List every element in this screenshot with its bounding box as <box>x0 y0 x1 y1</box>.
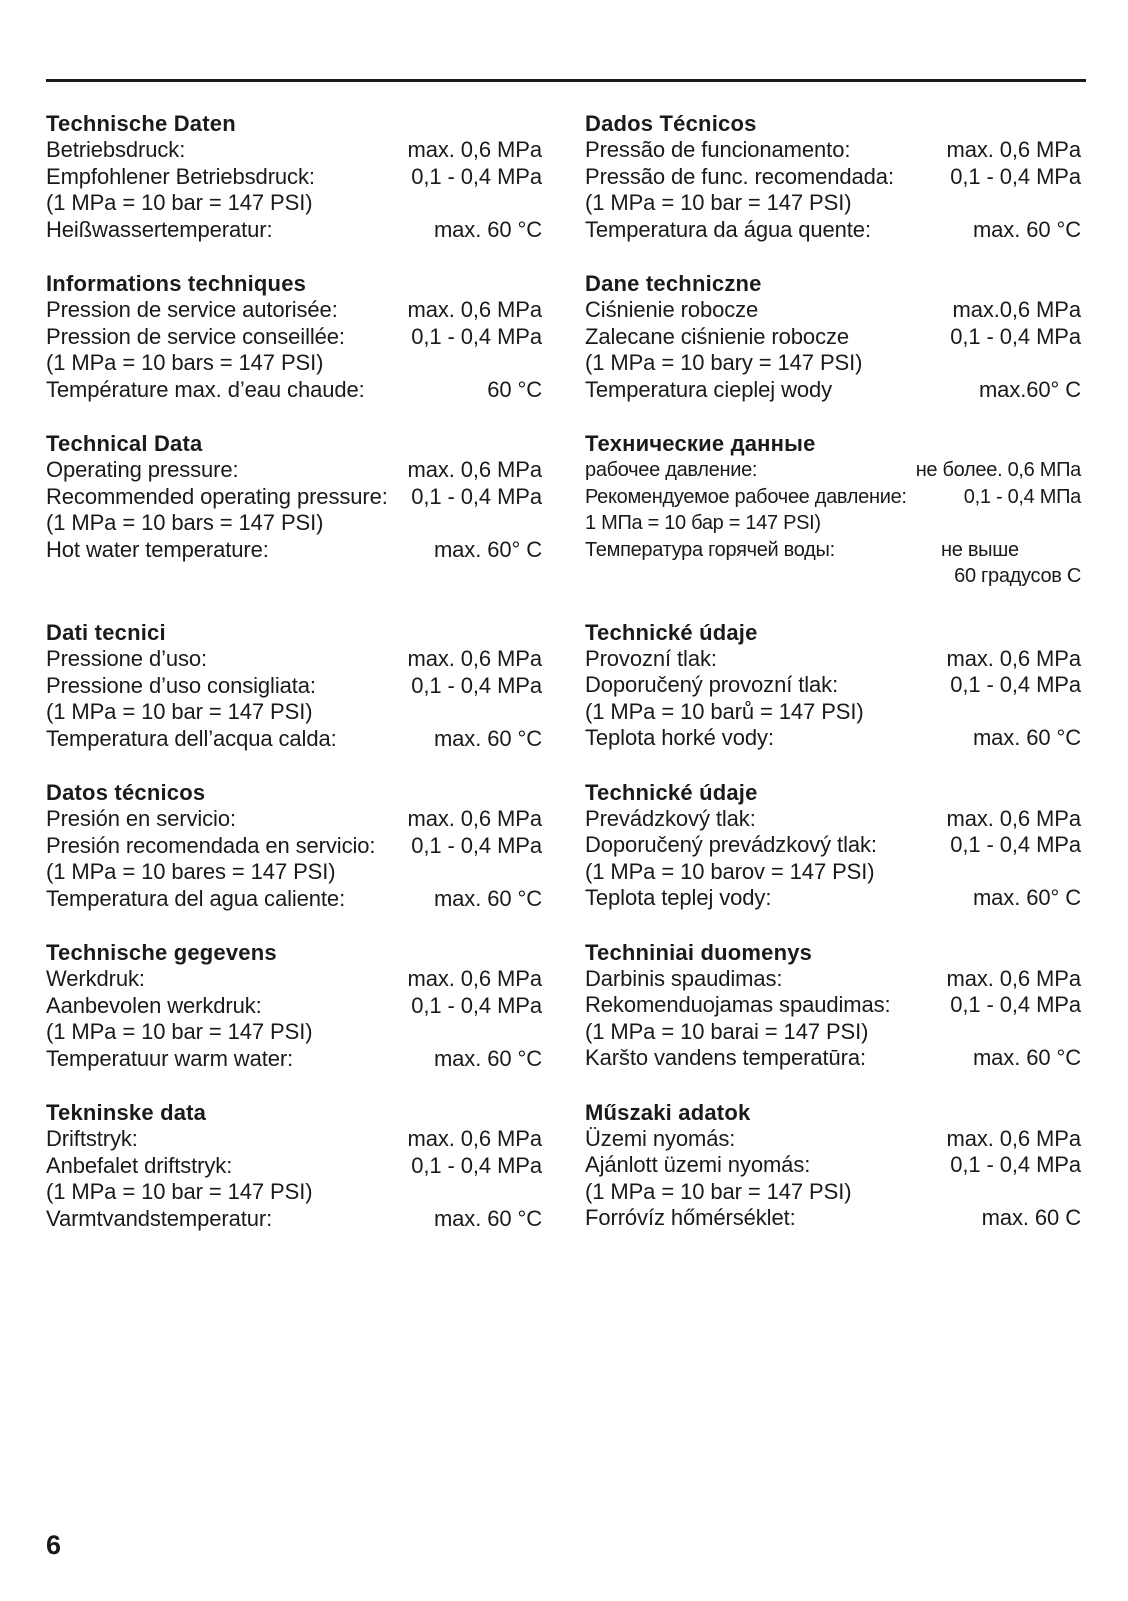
spec-label: Temperatura da água quente: <box>585 216 871 242</box>
spec-label: (1 MPa = 10 barov = 147 PSI) <box>585 858 875 884</box>
section-heading: Technické údaje <box>585 779 758 805</box>
spec-label: Teplota horké vody: <box>585 725 774 750</box>
spec-row <box>585 859 1081 886</box>
spec-label: Forróvíz hőmérséklet: <box>585 1205 796 1230</box>
spec-row <box>46 137 542 164</box>
spec-row <box>585 537 1081 564</box>
spec-value: max. 60 °C <box>433 725 542 751</box>
spec-value: 0,1 - 0,4 MPa <box>950 1152 1081 1177</box>
spec-label: (1 MPa = 10 barů = 147 PSI) <box>585 698 864 724</box>
spec-section <box>46 270 542 403</box>
page-number: 6 <box>46 1530 62 1560</box>
spec-label: Pressione d’uso consigliata: <box>46 672 316 698</box>
spec-value: max. 60 °C <box>972 1045 1081 1070</box>
spec-value: 0,1 - 0,4 MPa <box>950 672 1081 697</box>
section-heading: Technical Data <box>46 431 203 456</box>
spec-value: max. 0,6 MPa <box>407 966 542 991</box>
spec-label: Temperatuur warm water: <box>46 1045 294 1071</box>
spec-value <box>1075 1179 1081 1206</box>
spec-row <box>585 457 1081 484</box>
spec-label: Darbinis spaudimas: <box>585 965 783 991</box>
spec-value: max. 0,6 MPa <box>407 646 542 671</box>
spec-label: Ajánlott üzemi nyomás: <box>585 1152 811 1177</box>
spec-value: 0,1 - 0,4 MPa <box>411 483 542 509</box>
spec-value: max. 0,6 MPa <box>407 1126 542 1151</box>
spec-row <box>585 377 1081 404</box>
spec-value: 0,1 - 0,4 MPa <box>411 672 542 698</box>
spec-row <box>585 190 1081 217</box>
spec-row <box>46 484 542 511</box>
spec-value: max. 0,6 MPa <box>946 965 1081 991</box>
spec-value: max. 60 °C <box>433 885 542 911</box>
spec-label: (1 MPa = 10 bar = 147 PSI) <box>585 190 852 215</box>
spec-value <box>536 699 542 726</box>
spec-section <box>585 270 1081 403</box>
spec-section <box>585 779 1081 912</box>
section-heading: Технические данные <box>585 431 816 456</box>
spec-row <box>46 217 542 244</box>
spec-value: max. 0,6 MPa <box>407 297 542 322</box>
spec-row <box>585 1045 1081 1072</box>
spec-value: 0,1 - 0,4 MPa <box>950 323 1081 349</box>
spec-label: Empfohlener Betriebsdruck: <box>46 163 315 189</box>
spec-row <box>585 164 1081 191</box>
spec-label: Anbefalet driftstryk: <box>46 1152 233 1178</box>
spec-row <box>585 806 1081 833</box>
spec-value: max. 0,6 MPa <box>946 645 1081 671</box>
spec-label: Operating pressure: <box>46 457 239 482</box>
spec-label: Werkdruk: <box>46 966 145 991</box>
spec-label: (1 MPa = 10 bar = 147 PSI) <box>585 1178 852 1204</box>
section-heading: Dados Técnicos <box>585 111 757 136</box>
spec-label: Pression de service conseillée: <box>46 323 345 349</box>
spec-label: Aanbevolen werkdruk: <box>46 992 262 1018</box>
spec-label: Doporučený provozní tlak: <box>585 672 839 697</box>
spec-label: рабочее давление: <box>585 459 758 481</box>
spec-row <box>46 324 542 351</box>
spec-row <box>46 1179 542 1206</box>
spec-value: 0,1 - 0,4 MPa <box>411 323 542 349</box>
spec-row <box>46 350 542 377</box>
spec-label: Температура горячей воды: <box>585 538 835 561</box>
spec-value: max. 0,6 MPa <box>946 805 1081 831</box>
section-heading: Dane techniczne <box>585 271 762 296</box>
section-heading: Technische gegevens <box>46 940 277 965</box>
spec-value: 0,1 - 0,4 MPa <box>950 163 1081 189</box>
spec-value: 60 градусов С <box>954 565 1081 587</box>
spec-row <box>585 966 1081 993</box>
spec-row <box>585 725 1081 752</box>
spec-row <box>585 1019 1081 1046</box>
spec-row <box>585 324 1081 351</box>
spec-label: Betriebsdruck: <box>46 137 186 162</box>
spec-row <box>46 457 542 484</box>
spec-section <box>585 619 1081 752</box>
spec-row <box>46 190 542 217</box>
spec-row <box>585 885 1081 912</box>
spec-section <box>585 110 1081 243</box>
spec-label: Presión recomendada en servicio: <box>46 832 376 858</box>
spec-row <box>46 646 542 673</box>
spec-value <box>1075 350 1081 377</box>
spec-label: Varmtvandstemperatur: <box>46 1205 273 1231</box>
spec-value <box>1075 190 1081 217</box>
spec-value: max. 0,6 MPa <box>407 137 542 162</box>
spec-label: Temperatura cieplej wody <box>585 376 833 402</box>
spec-value: 0,1 - 0,4 MPa <box>411 1152 542 1178</box>
section-heading: Tekninske data <box>46 1100 207 1125</box>
section-heading: Technické údaje <box>585 619 758 645</box>
section-heading: Műszaki adatok <box>585 1099 751 1125</box>
spec-section <box>585 1099 1081 1232</box>
spec-section <box>46 430 542 563</box>
right-column <box>585 110 1081 1259</box>
spec-value <box>1075 510 1081 537</box>
spec-row <box>46 377 542 404</box>
spec-row <box>46 537 542 564</box>
spec-value <box>536 859 542 886</box>
spec-label: Driftstryk: <box>46 1126 138 1151</box>
section-heading: Dati tecnici <box>46 620 166 645</box>
top-rule <box>46 79 1086 82</box>
spec-row <box>46 510 542 537</box>
spec-row <box>46 1126 542 1153</box>
spec-label: Pressão de func. recomendada: <box>585 163 894 189</box>
spec-row <box>46 966 542 993</box>
spec-value: max. 0,6 MPa <box>946 1125 1081 1151</box>
spec-row <box>46 1153 542 1180</box>
spec-label: Recommended operating pressure: <box>46 483 388 509</box>
left-column <box>46 110 542 1259</box>
spec-section <box>46 779 542 912</box>
spec-row <box>46 806 542 833</box>
spec-row <box>585 699 1081 726</box>
spec-value: не более. 0,6 МПа <box>915 459 1081 481</box>
spec-section <box>46 1099 542 1232</box>
spec-label: (1 MPa = 10 bar = 147 PSI) <box>46 1019 313 1044</box>
spec-row <box>585 1126 1081 1153</box>
spec-label: Zalecane ciśnienie robocze <box>585 323 849 349</box>
spec-value <box>536 350 542 377</box>
spec-row <box>585 217 1081 244</box>
spec-label: Hot water temperature: <box>46 536 269 562</box>
spec-row <box>46 1206 542 1233</box>
section-heading: Techniniai duomenys <box>585 939 813 965</box>
spec-label: (1 MPa = 10 bar = 147 PSI) <box>46 1179 313 1204</box>
spec-row <box>46 859 542 886</box>
spec-value: max. 0,6 MPa <box>946 137 1081 162</box>
spec-row <box>46 1019 542 1046</box>
spec-row <box>46 164 542 191</box>
spec-value: max. 60° C <box>972 885 1081 910</box>
spec-label: Temperatura del agua caliente: <box>46 885 346 911</box>
spec-value <box>536 190 542 217</box>
spec-label: Presión en servicio: <box>46 806 236 831</box>
spec-value: max. 60 °C <box>433 216 542 242</box>
spec-row <box>585 1152 1081 1179</box>
spec-label: (1 MPa = 10 bares = 147 PSI) <box>46 859 336 884</box>
spec-label: Teplota teplej vody: <box>585 885 772 910</box>
spec-value: max.60° C <box>978 376 1081 402</box>
spec-label: Provozní tlak: <box>585 645 717 671</box>
spec-value: max. 60 C <box>981 1205 1081 1230</box>
spec-row <box>585 297 1081 324</box>
spec-label: 1 МПа = 10 бар = 147 PSI) <box>585 512 821 534</box>
spec-row <box>585 563 1081 590</box>
spec-section <box>585 939 1081 1072</box>
spec-row <box>585 832 1081 859</box>
spec-row <box>585 1205 1081 1232</box>
spec-value <box>1075 859 1081 886</box>
spec-value: 0,1 - 0,4 МПа <box>963 485 1081 508</box>
spec-row <box>585 350 1081 377</box>
spec-section <box>46 110 542 243</box>
spec-label: Karšto vandens temperatūra: <box>585 1045 867 1070</box>
spec-label: Ciśnienie robocze <box>585 297 759 322</box>
spec-label: Prevádzkový tlak: <box>585 805 756 831</box>
section-heading: Technische Daten <box>46 111 236 136</box>
spec-value: max. 60° C <box>433 536 542 562</box>
spec-value <box>536 1019 542 1046</box>
spec-value: 60 °C <box>487 376 542 402</box>
spec-row <box>585 137 1081 164</box>
spec-row <box>46 1046 542 1073</box>
spec-label: Doporučený prevádzkový tlak: <box>585 832 877 857</box>
spec-label: Üzemi nyomás: <box>585 1125 736 1151</box>
spec-value: 0,1 - 0,4 MPa <box>950 992 1081 1017</box>
spec-value: max.0,6 MPa <box>952 297 1081 322</box>
spec-label: Pressão de funcionamento: <box>585 137 851 162</box>
spec-row <box>46 699 542 726</box>
spec-label: (1 MPa = 10 bars = 147 PSI) <box>46 350 324 375</box>
spec-label: (1 MPa = 10 bar = 147 PSI) <box>46 699 313 724</box>
spec-row <box>585 672 1081 699</box>
spec-label: Heißwassertemperatur: <box>46 216 273 242</box>
spec-label: Temperatura dell’acqua calda: <box>46 725 337 751</box>
spec-value: 0,1 - 0,4 MPa <box>411 992 542 1018</box>
spec-label: Température max. d’eau chaude: <box>46 376 365 402</box>
spec-label: (1 MPa = 10 bar = 147 PSI) <box>46 190 313 215</box>
spec-section <box>585 430 1081 590</box>
spec-label: Rekomenduojamas spaudimas: <box>585 992 891 1017</box>
spec-value: 0,1 - 0,4 MPa <box>411 163 542 189</box>
spec-label: (1 MPa = 10 bars = 147 PSI) <box>46 510 324 535</box>
spec-section <box>46 619 542 752</box>
spec-value: max. 0,6 MPa <box>407 806 542 831</box>
spec-row <box>46 993 542 1020</box>
spec-label: Рекомендуемое рабочее давление: <box>585 485 907 508</box>
spec-value <box>536 510 542 537</box>
spec-row <box>585 1179 1081 1206</box>
spec-row <box>585 992 1081 1019</box>
spec-value: 0,1 - 0,4 MPa <box>950 832 1081 857</box>
spec-row <box>46 297 542 324</box>
spec-row <box>46 833 542 860</box>
spec-value <box>1075 1019 1081 1046</box>
spec-value: max. 60 °C <box>972 725 1081 750</box>
spec-row <box>585 510 1081 537</box>
spec-value: max. 60 °C <box>433 1205 542 1231</box>
spec-value: max. 60 °C <box>972 216 1081 242</box>
spec-row <box>585 484 1081 511</box>
spec-value: max. 60 °C <box>433 1045 542 1071</box>
section-heading: Datos técnicos <box>46 780 206 805</box>
spec-row <box>46 673 542 700</box>
spec-section <box>46 939 542 1072</box>
spec-row <box>46 726 542 753</box>
spec-value: не выше <box>941 538 1019 561</box>
section-heading: Informations techniques <box>46 271 307 296</box>
spec-value: max. 0,6 MPa <box>407 457 542 482</box>
spec-row <box>46 886 542 913</box>
spec-label: Pressione d’uso: <box>46 646 208 671</box>
spec-label: (1 MPa = 10 barai = 147 PSI) <box>585 1018 869 1044</box>
spec-value: 0,1 - 0,4 MPa <box>411 832 542 858</box>
spec-value <box>1075 699 1081 726</box>
spec-label: Pression de service autorisée: <box>46 297 338 322</box>
spec-row <box>585 646 1081 673</box>
spec-value <box>536 1179 542 1206</box>
spec-label: (1 MPa = 10 bary = 147 PSI) <box>585 350 863 375</box>
